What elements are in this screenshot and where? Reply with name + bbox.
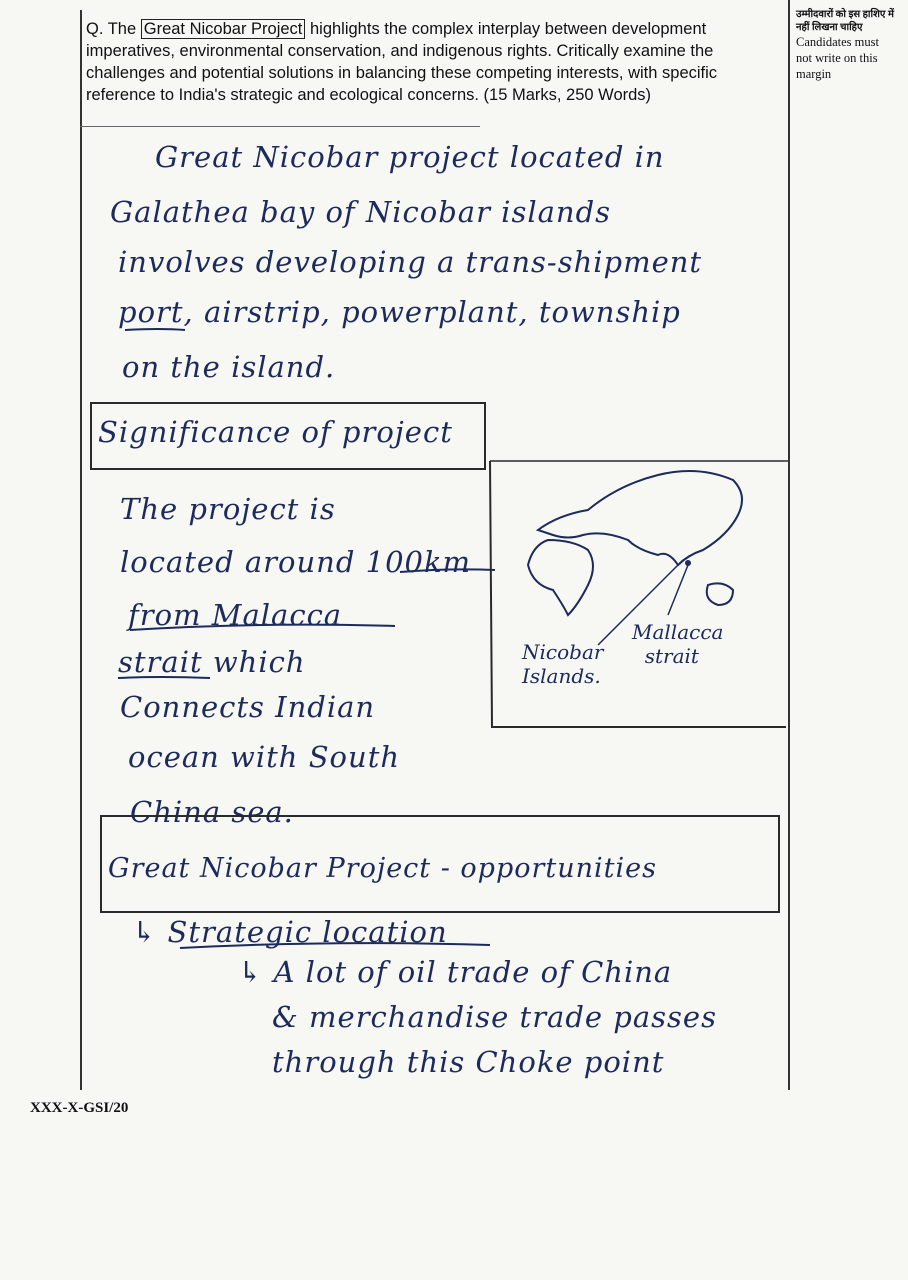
intro-line: Galathea bay of Nicobar islands	[110, 195, 612, 229]
strategic-line: through this Choke point	[272, 1045, 665, 1079]
intro-line: involves developing a trans-shipment	[118, 245, 703, 279]
para-line: strait which	[118, 645, 306, 679]
para-line: Connects Indian	[120, 690, 376, 724]
map-label-nicobar: Nicobar Islands.	[522, 640, 604, 688]
underline-strait	[118, 677, 210, 678]
intro-line: on the island.	[122, 350, 336, 384]
question-text: Q. The Great Nicobar Project highlights the complex interplay between development imperatives, environmental conservation, and indigenous rights. Critically examine the challenges and potential solutions in balancing these competing interests, with specific reference to India's strategic and ecological concerns. (15 Marks, 250 Words)	[86, 20, 718, 104]
question-boxed-term: Great Nicobar Project	[141, 19, 306, 39]
footer-code: XXX-X-GSI/20	[30, 1100, 129, 1116]
para-line: The project is	[120, 492, 336, 526]
africa-outline	[528, 540, 593, 615]
intro-line: port, airstrip, powerplant, township	[118, 295, 681, 329]
map-label-malacca: Mallacca strait	[632, 620, 724, 668]
nicobar-marker	[685, 560, 691, 566]
australia-outline	[707, 583, 733, 605]
margin-note-hindi: उम्मीदवारों को इस हाशिए में नहीं लिखना चाहिए	[796, 9, 894, 33]
heading-significance: Significance of project	[98, 415, 453, 449]
para-line: China sea.	[130, 795, 294, 829]
intro-line: Great Nicobar project located in	[155, 140, 665, 174]
sub-heading-strategic: ↳ Strategic location	[132, 915, 448, 949]
margin-note-english: Candidates must not write on this margin	[796, 35, 879, 81]
eurasia-outline	[538, 471, 742, 565]
world-map-sketch	[488, 455, 788, 735]
heading-opportunities: Great Nicobar Project - opportunities	[108, 853, 657, 884]
para-line: located around 100km	[120, 545, 472, 579]
strategic-line: ↳ A lot of oil trade of China	[238, 955, 673, 989]
para-line: ocean with South	[128, 740, 401, 774]
underline-malacca	[130, 625, 395, 630]
para-line: from Malacca	[128, 598, 343, 632]
strategic-line: & merchandise trade passes	[272, 1000, 717, 1034]
underline-100km	[400, 569, 495, 572]
underline-port	[125, 329, 185, 330]
